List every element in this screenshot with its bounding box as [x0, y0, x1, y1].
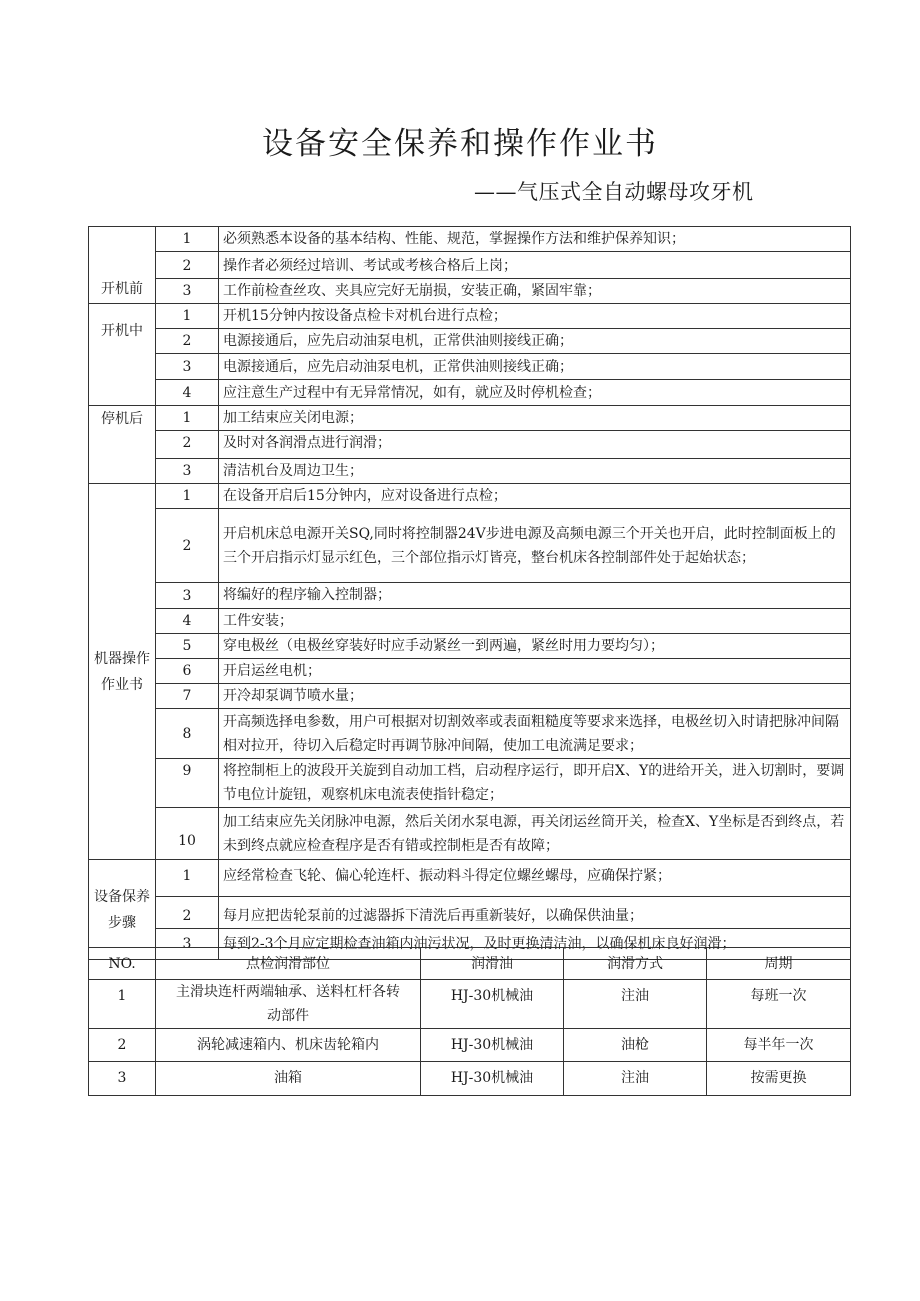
item-text: 工件安装；	[219, 609, 851, 634]
table-row	[89, 609, 851, 634]
item-number: 7	[156, 684, 219, 709]
table-row	[89, 709, 851, 759]
table-row	[89, 227, 851, 252]
item-text: 必须熟悉本设备的基本结构、性能、规范，掌握操作方法和维护保养知识；	[219, 227, 851, 252]
item-text: 将编好的程序输入控制器；	[219, 583, 851, 609]
item-text: 工作前检查丝攻、夹具应完好无崩损，安装正确，紧固牢靠；	[219, 279, 851, 304]
item-text: 及时对各润滑点进行润滑；	[219, 431, 851, 459]
table-row	[89, 484, 851, 509]
row-oil: HJ-30机械油	[421, 1029, 564, 1062]
item-text: 清洁机台及周边卫生；	[219, 459, 851, 484]
item-number: 4	[156, 380, 219, 406]
row-cycle: 按需更换	[707, 1062, 851, 1096]
item-number: 2	[156, 431, 219, 459]
section-label: 机器操作作业书	[89, 484, 156, 860]
item-number: 1	[156, 227, 219, 252]
item-number: 2	[156, 509, 219, 583]
row-no: 1	[89, 980, 156, 1029]
header-part: 点检润滑部位	[156, 948, 421, 980]
document-subtitle: ——气压式全自动螺母攻牙机	[474, 180, 754, 204]
item-text: 应注意生产过程中有无异常情况，如有，就应及时停机检查；	[219, 380, 851, 406]
item-number: 3	[156, 583, 219, 609]
item-text: 操作者必须经过培训、考试或考核合格后上岗；	[219, 252, 851, 279]
table-header-row	[89, 948, 851, 980]
row-part: 涡轮减速箱内、机床齿轮箱内	[156, 1029, 421, 1062]
item-number: 9	[156, 759, 219, 808]
header-oil: 润滑油	[421, 948, 564, 980]
row-oil: HJ-30机械油	[421, 980, 564, 1029]
row-oil: HJ-30机械油	[421, 1062, 564, 1096]
item-text: 穿电极丝（电极丝穿装好时应手动紧丝一到两遍，紧丝时用力要均匀）；	[219, 634, 851, 659]
row-method: 注油	[564, 980, 707, 1029]
header-method: 润滑方式	[564, 948, 707, 980]
table-row	[89, 354, 851, 380]
table-row	[89, 252, 851, 279]
item-text: 开机15分钟内按设备点检卡对机台进行点检；	[219, 304, 851, 329]
table-row	[89, 659, 851, 684]
table-row	[89, 459, 851, 484]
table-row	[89, 431, 851, 459]
row-cycle: 每班一次	[707, 980, 851, 1029]
item-text: 开启运丝电机；	[219, 659, 851, 684]
table-row	[89, 684, 851, 709]
item-text: 在设备开启后15分钟内，应对设备进行点检；	[219, 484, 851, 509]
table-row	[89, 406, 851, 431]
procedure-table	[88, 226, 851, 960]
item-number: 5	[156, 634, 219, 659]
item-text: 加工结束应关闭电源；	[219, 406, 851, 431]
row-method: 油枪	[564, 1029, 707, 1062]
table-row	[89, 380, 851, 406]
table-row	[89, 583, 851, 609]
item-number: 2	[156, 252, 219, 279]
table-row	[89, 860, 851, 897]
table-row	[89, 279, 851, 304]
item-number: 6	[156, 659, 219, 684]
lubrication-table	[88, 947, 851, 1096]
item-number: 3	[156, 354, 219, 380]
item-text: 将控制柜上的波段开关旋到自动加工档，启动程序运行，即开启X、Y的进给开关，进入切割时，要调节电位计旋钮，观察机床电流表使指针稳定；	[219, 759, 851, 808]
item-number: 8	[156, 709, 219, 759]
table-row	[89, 1029, 851, 1062]
row-part: 主滑块连杆两端轴承、送料杠杆各转动部件	[156, 980, 421, 1029]
table-row	[89, 509, 851, 583]
item-number: 3	[156, 929, 219, 960]
table-row	[89, 897, 851, 929]
row-no: 3	[89, 1062, 156, 1096]
item-number: 2	[156, 329, 219, 354]
item-number: 1	[156, 484, 219, 509]
item-number: 4	[156, 609, 219, 634]
table-row	[89, 304, 851, 329]
item-text: 应经常检查飞轮、偏心轮连杆、振动料斗得定位螺丝螺母，应确保拧紧；	[219, 860, 851, 897]
item-text: 电源接通后，应先启动油泵电机，正常供油则接线正确；	[219, 354, 851, 380]
section-label: 停机后	[89, 406, 156, 484]
header-no: NO.	[89, 948, 156, 980]
table-row	[89, 759, 851, 808]
item-number: 1	[156, 304, 219, 329]
item-text: 开高频选择电参数，用户可根据对切割效率或表面粗糙度等要求来选择，电极丝切入时请把脉冲间隔相对拉开，待切入后稳定时再调节脉冲间隔，使加工电流满足要求；	[219, 709, 851, 759]
table-row	[89, 1062, 851, 1096]
table-row	[89, 808, 851, 860]
item-text: 开冷却泵调节喷水量；	[219, 684, 851, 709]
document-title: 设备安全保养和操作作业书	[262, 126, 658, 162]
table-row	[89, 329, 851, 354]
section-label: 开机中	[89, 304, 156, 406]
row-no: 2	[89, 1029, 156, 1062]
row-cycle: 每半年一次	[707, 1029, 851, 1062]
item-number: 1	[156, 860, 219, 897]
item-text: 电源接通后，应先启动油泵电机，正常供油则接线正确；	[219, 329, 851, 354]
row-method: 注油	[564, 1062, 707, 1096]
item-number: 10	[156, 808, 219, 860]
item-number: 3	[156, 459, 219, 484]
item-number: 3	[156, 279, 219, 304]
table-row	[89, 980, 851, 1029]
section-label: 设备保养步骤	[89, 860, 156, 960]
item-number: 2	[156, 897, 219, 929]
header-cycle: 周期	[707, 948, 851, 980]
table-row	[89, 634, 851, 659]
item-number: 1	[156, 406, 219, 431]
section-label: 开机前	[89, 227, 156, 304]
item-text: 加工结束应先关闭脉冲电源，然后关闭水泵电源，再关闭运丝筒开关，检查X、Y坐标是否到终点，若未到终点就应检查程序是否有错或控制柜是否有故障；	[219, 808, 851, 860]
item-text: 每到2-3个月应定期检查油箱内油污状况，及时更换清洁油，以确保机床良好润滑；	[219, 929, 851, 960]
row-part: 油箱	[156, 1062, 421, 1096]
item-text: 开启机床总电源开关SQ,同时将控制器24V步进电源及高频电源三个开关也开启，此时控制面板上的三个开启指示灯显示红色，三个部位指示灯皆亮，整台机床各控制部件处于起始状态；	[219, 509, 851, 583]
item-text: 每月应把齿轮泵前的过滤器拆下清洗后再重新装好，以确保供油量；	[219, 897, 851, 929]
